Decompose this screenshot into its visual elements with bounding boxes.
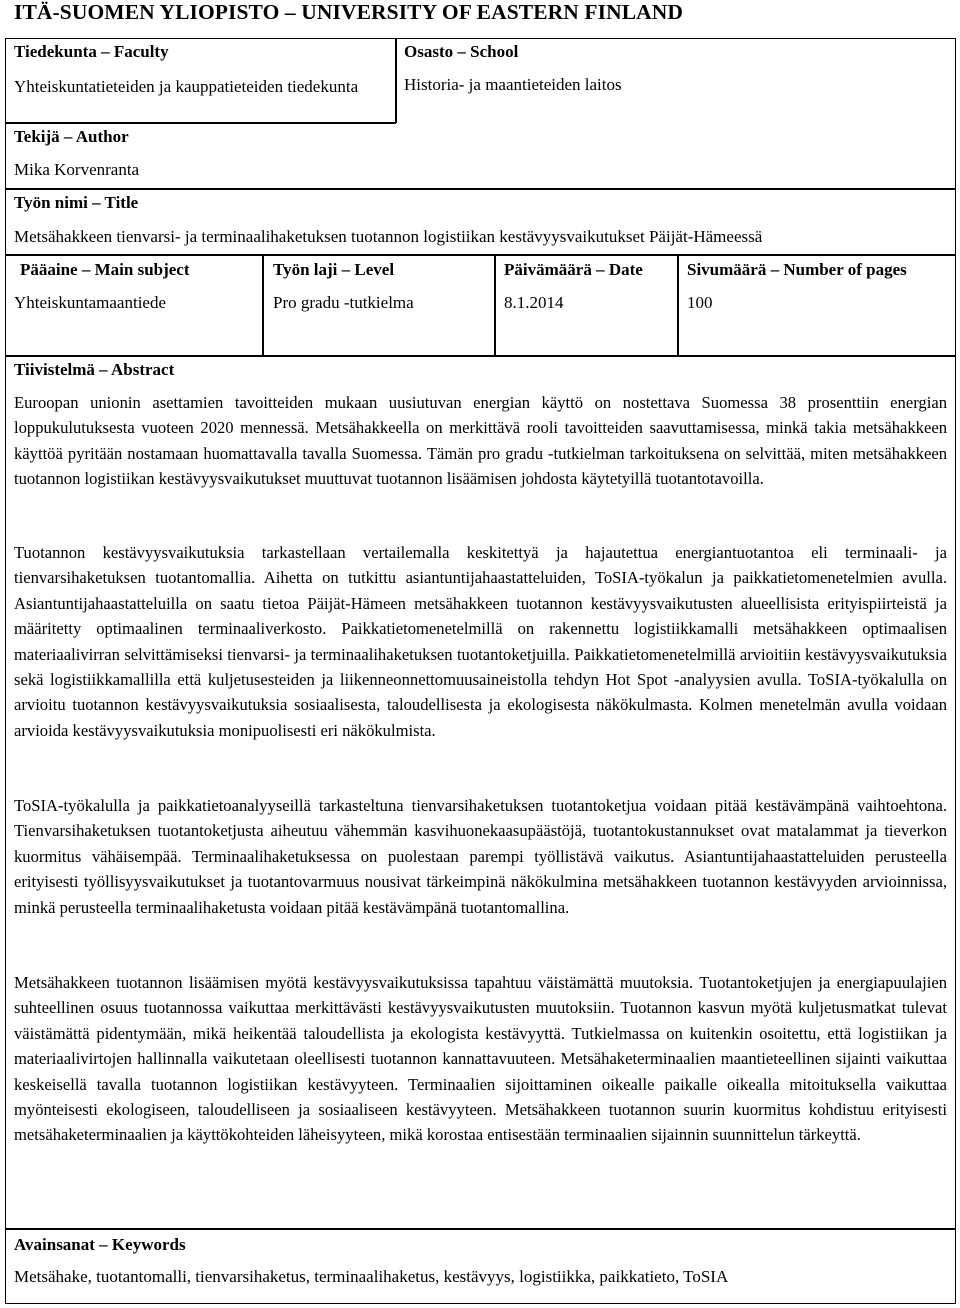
author-value: Mika Korvenranta (14, 160, 140, 179)
divider-after-faculty (5, 122, 396, 124)
divider-faculty-school (395, 38, 397, 123)
subject-value: Yhteiskuntamaantiede (14, 293, 167, 312)
subject-label: Pääaine – Main subject (20, 260, 190, 279)
divider-after-title (5, 254, 956, 256)
title-label: Työn nimi – Title (14, 193, 139, 212)
university-title: ITÄ-SUOMEN YLIOPISTO – UNIVERSITY OF EASTERN FINLAND (14, 0, 684, 24)
divider-date-pages (677, 254, 679, 356)
level-label: Työn laji – Level (273, 260, 395, 279)
divider-before-keywords (5, 1228, 956, 1230)
title-value: Metsähakkeen tienvarsi- ja terminaalihaketuksen tuotannon logistiikan kestävyysvaikutukset Päijät-Hämeessä (14, 227, 763, 246)
school-value: Historia- ja maantieteiden laitos (404, 75, 622, 94)
divider-after-author (5, 188, 956, 190)
abstract-paragraph: Euroopan unionin asettamien tavoitteiden mukaan uusiutuvan energian käyttö on nostettava Suomessa 38 prosenttiin energian loppukulutuksesta vuoteen 2020 mennessä. Metsähakkeella on merkittävä rooli tavoitteiden saavuttamisessa, minkä takia metsähakkeen käyttöä pyritään nostamaan huomattavalla tavalla Suomessa. Tämän pro gradu -tutkielman tarkoituksena on selvittää, miten metsähakkeen tuotannon logistiikan kestävyysvaikutukset muuttuvat tuotannon lisäämisen johdosta käytetyillä tuotantotavoilla. (14, 393, 947, 489)
divider-subject-level (262, 254, 264, 356)
level-value: Pro gradu -tutkielma (273, 293, 414, 312)
abstract-label: Tiivistelmä – Abstract (14, 360, 175, 379)
abstract-paragraph: ToSIA-työkalulla ja paikkatietoanalyyseillä tarkasteltuna tienvarsihaketuksen tuotantoketjua voidaan pitää kestävämpänä vaihtoehtona. Tienvarsihaketuksen tuotantoketjusta aiheutuu vähemmän kasvihuonekaasupäästöjä, tuotantokustannukset ovat matalammat ja tieverkon kuormitus vähäisempää. Terminaalihaketuksessa on puolestaan parempi työllistävä vaikutus. Asiantuntijahaastatteluiden perusteella erityisesti työllisyysvaikutukset ja tuotantovarmuus nousivat tärkeimpinä näkökulmina metsähakkeen tuotannon kestävyyden arvioinnissa, minkä perusteella terminaalihaketusta voidaan pitää kestävämpänä tuotantomallina. (14, 796, 947, 917)
author-label: Tekijä – Author (14, 127, 129, 146)
keywords-value: Metsähake, tuotantomalli, tienvarsihaketus, terminaalihaketus, kestävyys, logistiikka, paikkatieto, ToSIA (14, 1267, 729, 1286)
abstract-paragraph: Tuotannon kestävyysvaikutuksia tarkastellaan vertailemalla keskitettyä ja hajautettua energiantuotantoa eli terminaali- ja tienvarsihaketuksen tuotantomallia. Aihetta on tutkittu asiantuntijahaastatteluiden, ToSIA-työkalun ja paikkatietomenetelmien avulla. Asiantuntijahaastatteluilla on saatu tietoa Päijät-Hämeen metsähakkeen tuotannon kestävyysvaikutusten alueellisista erityispiirteistä ja määritetty optimaalinen terminaaliverkosto. Paikkatietomenetelmillä on rakennettu logistiikkamalli metsähakkeen optimaalisen materiaalivirran selvittämiseksi tienvarsi- ja terminaalihaketuksen tuotantoketjuilla. Paikkatietomenetelmillä arvioitiin kestävyysvaikutuksia sekä logistiikkamallilla että kuljetusesteiden ja liikenneonnettomuusaineistolla tehdyn Hot Spot -analyysien avulla. ToSIA-työkalulla on arvioitu tuotannon kestävyysvaikutuksia sosiaalisesta, taloudellisesta ja ekologisesta näkökulmasta. Kolmen menetelmän avulla voidaan arvioida kestävyysvaikutuksia monipuolisesti eri näkökulmista. (14, 543, 947, 740)
divider-after-meta (5, 355, 956, 357)
pages-value: 100 (687, 293, 713, 312)
faculty-value: Yhteiskuntatieteiden ja kauppatieteiden tiedekunta (14, 77, 359, 96)
keywords-label: Avainsanat – Keywords (14, 1235, 186, 1254)
date-label: Päivämäärä – Date (504, 260, 643, 279)
date-value: 8.1.2014 (504, 293, 564, 312)
abstract-paragraph: Metsähakkeen tuotannon lisäämisen myötä kestävyysvaikutuksissa tapahtuu väistämättä muutoksia. Tuotantoketjujen ja energiapuulajien suhteellinen osuus tuotannossa vaikuttaa merkittävästi kestävyysvaikutusten muutoksiin. Tuotannon kasvun myötä kuljetusmatkat tulevat väistämättä pidentymään, mikä heikentää taloudellista ja ekologista kestävyyttä. Tutkielmassa on kuitenkin osoitettu, että logistiikan ja materiaalivirtojen hallinnalla vaikutetaan oleellisesti tuotannon kannattavuuteen. Metsähaketerminaalien maantieteellinen sijainti vaikuttaa keskeisellä tavalla tuotannon logistiikan kestävyyteen. Terminaalien sijoittaminen oikealle paikalle oikealla mitoituksella vaikuttaa myönteisesti ekologiseen, taloudelliseen ja sosiaaliseen kestävyyteen. Metsähakkeen tuotannon suurin kuormitus kohdistuu erityisesti metsähaketerminaalien ja käyttökohteiden läheisyyteen, mikä korostaa entisestään terminaalien sijainnin suunnittelun tärkeyttä. (14, 973, 947, 1145)
divider-level-date (494, 254, 496, 356)
school-label: Osasto – School (404, 42, 519, 61)
pages-label: Sivumäärä – Number of pages (687, 260, 907, 279)
faculty-label: Tiedekunta – Faculty (14, 42, 169, 61)
